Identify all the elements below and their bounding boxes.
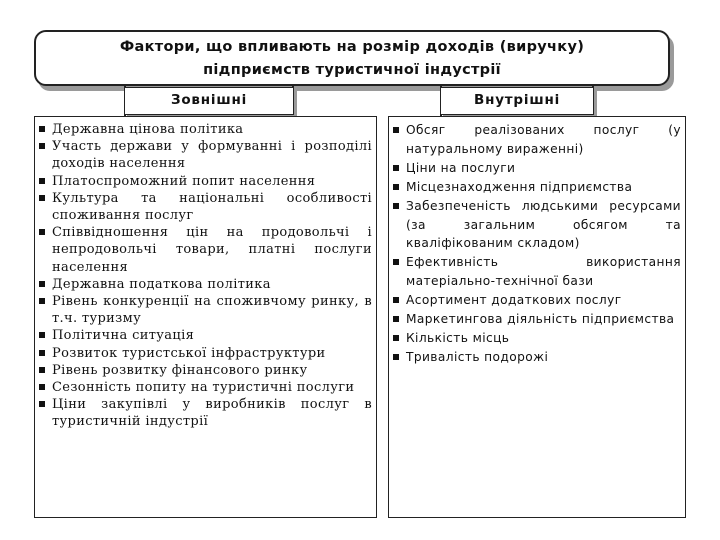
- internal-factors-list: [393, 121, 681, 367]
- factor-text: Державна цінова політика: [52, 122, 244, 137]
- factor-text: Обсяг реалізованих послуг (у натуральному вираженні): [406, 123, 681, 156]
- square-bullet-icon: [39, 367, 45, 373]
- internal-factors-box: [388, 116, 686, 518]
- internal-factor-item: [393, 310, 681, 329]
- external-factor-item: [39, 190, 372, 224]
- external-factor-item: [39, 138, 372, 172]
- square-bullet-icon: [393, 297, 399, 303]
- factor-text: Участь держави у формуванні і розподілі доходів населення: [52, 139, 372, 172]
- internal-factor-item: [393, 159, 681, 178]
- external-factor-item: [39, 173, 372, 190]
- factor-text: Ціни на послуги: [406, 160, 516, 175]
- square-bullet-icon: [39, 281, 45, 287]
- internal-factor-item: [393, 253, 681, 291]
- square-bullet-icon: [393, 203, 399, 209]
- factor-text: Ефективність використання матеріально-технічної бази: [406, 255, 681, 289]
- square-bullet-icon: [39, 298, 45, 304]
- internal-factors-header: Внутрішні: [440, 87, 594, 115]
- factor-text: Державна податкова політика: [52, 276, 271, 292]
- square-bullet-icon: [39, 332, 45, 338]
- factor-text: Кількість місць: [406, 330, 510, 345]
- factor-text: Асортимент додаткових послуг: [406, 293, 622, 308]
- factor-text: Політична ситуація: [52, 328, 195, 344]
- diagram-title-line-1: Фактори, що впливають на розмір доходів (виручку): [119, 39, 585, 55]
- square-bullet-icon: [39, 350, 45, 356]
- external-factor-item: [39, 362, 372, 379]
- factor-text: Забезпеченість людськими ресурсами (за загальним обсягом та кваліфікованим складом): [406, 198, 681, 251]
- factor-text: Маркетингова діяльність підприємства: [406, 312, 675, 327]
- factor-text: Сезонність попиту на туристичні послуги: [52, 380, 355, 396]
- factor-text: Платоспроможний попит населення: [52, 173, 316, 189]
- factor-text: Місцезнаходження підприємства: [406, 179, 633, 194]
- factor-text: Співвідношення цін на продовольчі і непродовольчі товари, платні послуги населення: [52, 225, 372, 275]
- square-bullet-icon: [393, 165, 399, 171]
- square-bullet-icon: [39, 143, 45, 149]
- external-factor-item: [39, 293, 372, 327]
- square-bullet-icon: [39, 195, 45, 201]
- external-factor-item: [39, 379, 372, 396]
- external-factors-box: [34, 116, 377, 518]
- external-factors-header: Зовнішні: [124, 87, 294, 115]
- internal-factor-item: [393, 121, 681, 159]
- external-factors-list: [39, 121, 372, 431]
- external-factor-item: [39, 327, 372, 344]
- external-factor-item: [39, 121, 372, 138]
- factor-text: Розвиток туристської інфраструктури: [52, 345, 326, 361]
- external-factor-item: [39, 345, 372, 362]
- factor-text: Рівень конкуренції на споживчому ринку, в т.ч. туризму: [52, 294, 372, 327]
- diagram-title-line-2: підприємств туристичної індустрії: [203, 62, 501, 78]
- square-bullet-icon: [393, 259, 399, 265]
- square-bullet-icon: [39, 401, 45, 407]
- factor-text: Тривалість подорожі: [406, 349, 549, 364]
- factor-text: Культура та національні особливості споживання послуг: [52, 190, 372, 224]
- square-bullet-icon: [39, 178, 45, 184]
- square-bullet-icon: [39, 126, 45, 132]
- factor-text: Рівень розвитку фінансового ринку: [52, 362, 308, 378]
- square-bullet-icon: [393, 184, 399, 190]
- external-factor-item: [39, 224, 372, 276]
- square-bullet-icon: [393, 354, 399, 360]
- square-bullet-icon: [393, 316, 399, 322]
- square-bullet-icon: [39, 384, 45, 390]
- external-factor-item: [39, 396, 372, 430]
- square-bullet-icon: [393, 335, 399, 341]
- square-bullet-icon: [393, 127, 399, 133]
- external-factor-item: [39, 276, 372, 293]
- internal-factor-item: [393, 329, 681, 348]
- internal-factor-item: [393, 291, 681, 310]
- internal-factor-item: [393, 178, 681, 197]
- square-bullet-icon: [39, 229, 45, 235]
- internal-factor-item: [393, 348, 681, 367]
- internal-factor-item: [393, 197, 681, 254]
- factor-text: Ціни закупівлі у виробників послуг в туристичній індустрії: [52, 397, 372, 430]
- title-box: [34, 30, 670, 86]
